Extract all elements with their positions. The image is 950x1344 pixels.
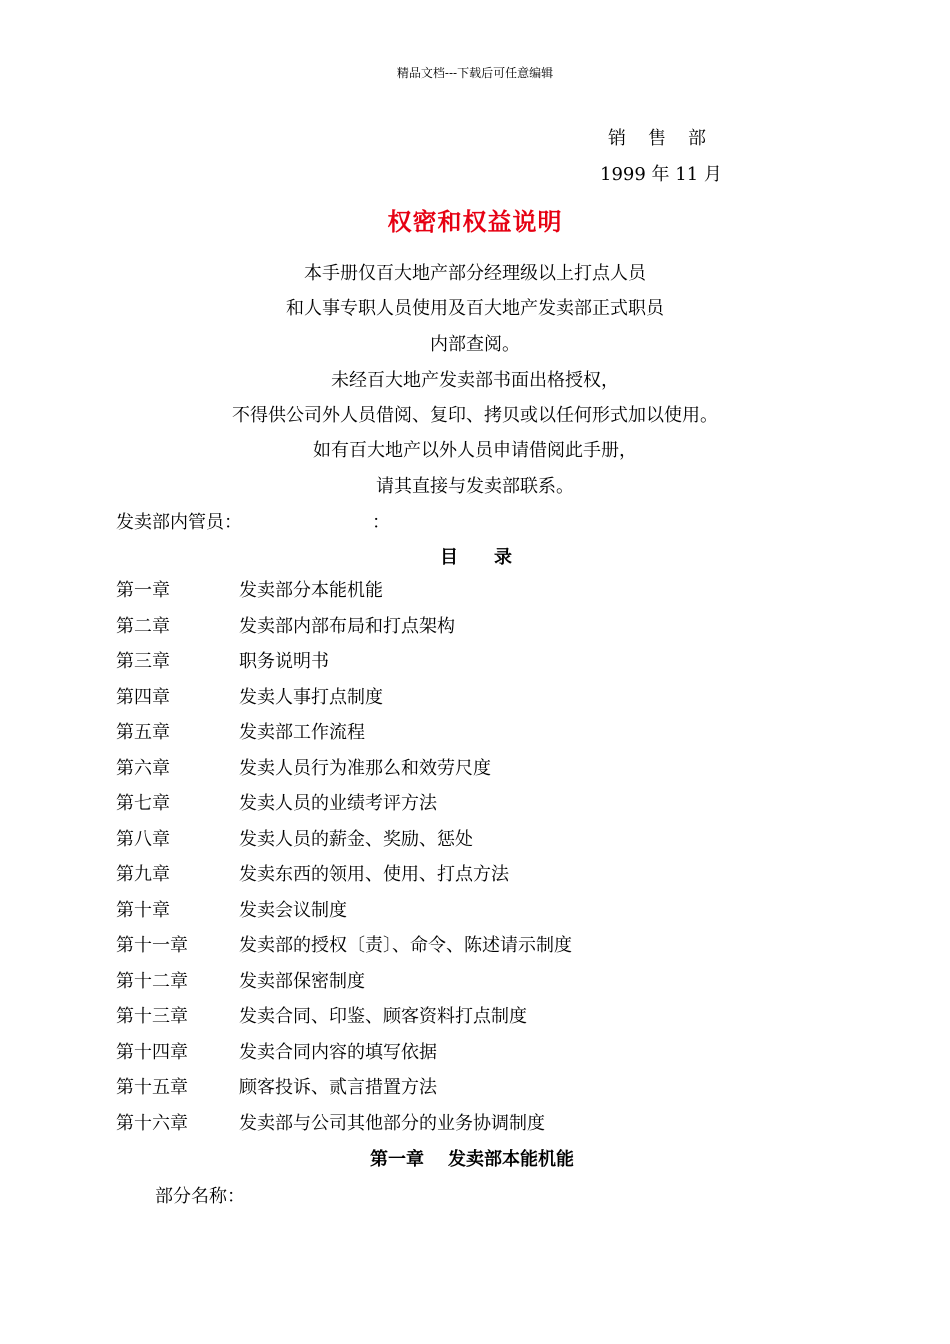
custodian-colon: ：	[372, 512, 390, 533]
header-note: 精品文档---下载后可任意编辑	[396, 66, 554, 80]
toc-item-number: 第六章	[116, 758, 170, 779]
toc-item-name: 发卖会议制度	[239, 900, 347, 921]
toc-item-number: 第十六章	[116, 1113, 188, 1134]
toc-item-name: 发卖人员的业绩考评方法	[239, 793, 437, 814]
toc-item-number: 第七章	[116, 793, 170, 814]
toc-item-name: 发卖合同、印鉴、顾客资料打点制度	[239, 1006, 527, 1027]
toc-item-number: 第二章	[116, 616, 170, 637]
toc-item-number: 第九章	[116, 864, 170, 885]
toc-title-left: 目	[440, 547, 458, 568]
toc-item-name: 发卖人员行为准那么和效劳尺度	[239, 758, 491, 779]
toc-item-name: 职务说明书	[239, 651, 329, 672]
statement-line: 请其直接与发卖部联系。	[376, 476, 574, 497]
statement-line: 不得供公司外人员借阅、复印、拷贝或以任何形式加以使用。	[232, 405, 718, 426]
toc-item-name: 发卖部分本能机能	[239, 580, 383, 601]
toc-item-name: 顾客投诉、贰言措置方法	[239, 1077, 437, 1098]
toc-item-number: 第五章	[116, 722, 170, 743]
toc-item-name: 发卖人员的薪金、奖励、惩处	[239, 829, 473, 850]
toc-item-name: 发卖部与公司其他部分的业务协调制度	[239, 1113, 545, 1134]
toc-item-number: 第三章	[116, 651, 170, 672]
department-char: 部	[688, 128, 710, 149]
toc-item-number: 第八章	[116, 829, 170, 850]
statement-line: 未经百大地产发卖部书面出格授权，	[331, 370, 619, 391]
document-title: 权密和权益说明	[387, 207, 563, 236]
toc-item-number: 第四章	[116, 687, 170, 708]
statement-line: 内部查阅。	[430, 334, 520, 355]
toc-item-name: 发卖人事打点制度	[239, 687, 383, 708]
chapter-heading	[370, 1145, 574, 1171]
toc-item-number: 第十三章	[116, 1006, 188, 1027]
toc-title	[440, 543, 512, 569]
department-char: 销	[608, 128, 630, 149]
toc-item-name: 发卖部工作流程	[239, 722, 365, 743]
toc-item-number: 第十四章	[116, 1042, 188, 1063]
toc-item-name: 发卖合同内容的填写依据	[239, 1042, 437, 1063]
statement-line: 和人事专职人员使用及百大地产发卖部正式职员	[286, 298, 664, 319]
toc-item-name: 发卖东西的领用、使用、打点方法	[239, 864, 509, 885]
toc-item-number: 第十章	[116, 900, 170, 921]
department-char: 售	[648, 128, 670, 149]
toc-item-number: 第十五章	[116, 1077, 188, 1098]
statement-line: 如有百大地产以外人员申请借阅此手册，	[313, 440, 637, 461]
statement-line: 本手册仅百大地产部分经理级以上打点人员	[304, 263, 646, 284]
chapter-heading-num: 第一章	[370, 1149, 424, 1170]
department-signature	[608, 124, 728, 150]
toc-item-number: 第十二章	[116, 971, 188, 992]
toc-item-name: 发卖部的授权〔责〕、命令、陈述请示制度	[239, 935, 572, 956]
toc-item-number: 第一章	[116, 580, 170, 601]
toc-item-number: 第十一章	[116, 935, 188, 956]
toc-title-right: 录	[494, 547, 512, 568]
chapter-heading-name: 发卖部本能机能	[448, 1149, 574, 1170]
document-date: 1999 年 11 月	[600, 164, 722, 185]
department-name-label: 部分名称：	[155, 1186, 245, 1207]
toc-item-name: 发卖部内部布局和打点架构	[239, 616, 455, 637]
toc-item-name: 发卖部保密制度	[239, 971, 365, 992]
custodian-label: 发卖部内管员：	[116, 512, 242, 533]
